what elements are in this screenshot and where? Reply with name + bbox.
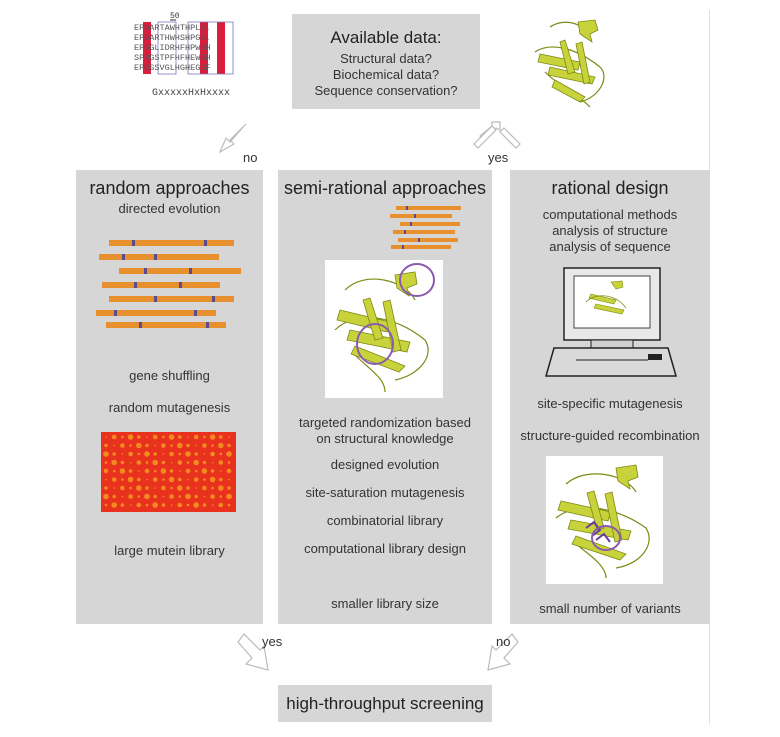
plate-well [144,494,150,500]
plate-well [154,487,156,489]
plate-well [210,452,215,457]
plate-well [171,504,173,506]
plate-well [194,495,198,499]
plate-well [162,436,165,439]
plate-well [228,479,230,481]
protein-structure-image-top [520,12,625,117]
plate-well [178,478,182,482]
plate-well [179,495,182,498]
bottom-no-label: no [496,634,511,649]
plate-well [138,495,141,498]
plate-well [226,451,232,457]
plate-well [112,477,117,482]
protein-structure-image-right [546,456,663,584]
targeted-randomization-label-line2: on structural knowledge [316,431,454,446]
sequence-alignment [130,8,265,103]
sequence-row: EPGARTHWHSHPGG. [134,33,211,43]
question-structural: Structural data? [340,51,432,66]
plate-well [202,486,207,491]
plate-well [226,494,232,500]
question-sequence: Sequence conservation? [314,83,458,98]
plate-well [210,434,216,440]
plate-well [204,453,206,455]
plate-well [111,502,117,508]
plate-well [179,470,181,472]
small-number-of-variants-label: small number of variants [539,601,681,616]
plate-well [220,495,223,498]
directed-evolution-label: directed evolution [118,201,221,216]
plate-well [137,503,142,508]
plate-well [120,468,126,474]
plate-well [211,469,215,473]
plate-well [137,460,142,465]
plate-well [122,496,124,498]
plate-well [104,486,108,490]
plate-well [170,444,173,447]
plate-well [144,451,150,457]
plate-well [195,470,198,473]
plate-well [163,453,165,455]
plate-well [120,486,125,491]
plate-well [130,504,132,506]
plate-well [219,503,224,508]
high-throughput-screening-label: high-throughput screening [286,694,484,713]
plate-well [227,469,232,474]
sequence-row: EPGSSVGLHGHEGEF [134,63,211,73]
sequence-row: SPNGSTPFHFHEWEH [134,53,211,63]
plate-well [219,460,224,465]
plate-well [161,443,166,448]
plate-well [154,445,156,447]
plate-well [169,477,175,483]
smaller-library-size-label: smaller library size [331,596,439,611]
plate-well [113,470,116,473]
plate-well [153,495,157,499]
plate-well [112,495,116,499]
plate-well [179,453,182,456]
plate-well [112,452,116,456]
plate-well [136,443,142,449]
plate-well [145,469,150,474]
random-mutagenesis-label: random mutagenesis [108,400,231,415]
plate-well [178,460,183,465]
plate-well [203,436,206,439]
computational-methods-label: computational methods [542,207,678,222]
plate-well [146,479,148,481]
plate-well [113,445,115,447]
plate-well [128,434,134,440]
plate-well [194,452,198,456]
plate-well [162,461,166,465]
plate-well [187,461,190,464]
plate-well [186,444,190,448]
question-biochemical: Biochemical data? [332,67,440,82]
plate-well [185,451,191,457]
arrow-bottom-middle [470,630,520,680]
plate-well [103,494,109,500]
plate-well [219,478,223,482]
plate-well [169,434,175,440]
plate-well [220,470,222,472]
bottom-yes-label: yes [262,634,283,649]
plate-well [218,485,224,491]
plate-well [145,486,149,490]
alignment-position-label: 50 [170,12,180,21]
plate-well [129,444,132,447]
available-data-title: Available data: [330,28,442,47]
plate-well [163,496,165,498]
plate-well [193,502,199,508]
plate-well [122,453,124,455]
plate-well [105,461,108,464]
plate-well [187,504,190,507]
site-saturation-mutagenesis-label: site-saturation mutagenesis [305,485,465,500]
plate-well [219,435,223,439]
plate-well [113,487,115,489]
plate-well [153,452,157,456]
plate-well [211,487,214,490]
plate-well [203,503,207,507]
site-specific-mutagenesis-label: site-specific mutagenesis [537,396,683,411]
plate-well [194,435,199,440]
library-bars [388,204,468,250]
plate-well [170,469,174,473]
plate-well [170,487,173,490]
plate-well [204,496,206,498]
plate-well [171,462,173,464]
plate-well [154,470,157,473]
plate-well [121,436,124,439]
structure-guided-recombination-label: structure-guided recombination [520,428,700,443]
motif-label: GxxxxxHxHxxxx [152,88,231,99]
sequence-row: EPGGLIDRHFHPWEH [134,43,211,53]
plate-well [137,435,141,439]
plate-well [212,504,214,506]
plate-well [185,494,191,500]
computational-library-design-label: computational library design [304,541,466,556]
plate-well [169,494,174,499]
plate-well [187,436,189,438]
plate-well [129,487,132,490]
plate-well [146,461,149,464]
plate-well [228,436,230,438]
plate-well [146,436,148,438]
plate-well [177,443,183,449]
rational-design-title: rational design [551,178,669,198]
plate-well [103,451,109,457]
plate-well [128,452,133,457]
plate-well [203,461,207,465]
plate-well [194,477,199,482]
plate-well [218,443,224,449]
plate-well [153,435,158,440]
plate-well [111,460,117,466]
plate-well [228,461,231,464]
random-approaches-panel [76,170,263,624]
plate-well [193,460,199,466]
plate-well [186,486,190,490]
plate-well [136,485,142,491]
plate-well [104,469,109,474]
random-approaches-title: random approaches [89,178,250,198]
semi-rational-approaches-title: semi-rational approaches [283,178,487,198]
plate-well [186,469,191,474]
plate-well [161,486,166,491]
plate-well [138,453,141,456]
plate-well [162,478,165,481]
plate-well [169,452,174,457]
plate-well [195,487,197,489]
plate-well [178,503,183,508]
plate-well [121,461,125,465]
plate-well [121,478,124,481]
plate-well [152,460,158,466]
plate-well [227,486,231,490]
large-mutein-library-label: large mutein library [114,543,225,558]
plate-well [129,469,133,473]
plate-well [228,504,231,507]
plate-well [220,453,223,456]
plate-well [227,444,231,448]
plate-well [120,443,125,448]
analysis-of-sequence-label: analysis of sequence [549,239,671,254]
plate-well [153,477,158,482]
plate-well [202,468,208,474]
plate-well [195,445,197,447]
plate-well [112,435,117,440]
sequence-row: EPGARTAWHTHPLG. [134,23,211,33]
branch-no-label: no [243,150,258,165]
plate-well [104,444,108,448]
mutein-plate-image [101,432,236,512]
plate-well [178,435,182,439]
plate-well [146,504,149,507]
plate-well [130,462,132,464]
gene-shuffling-label: gene shuffling [129,368,210,383]
plate-well [128,494,133,499]
plate-well [138,470,140,472]
plate-well [210,494,215,499]
plate-well [128,477,134,483]
plate-well [177,485,183,491]
plate-well [161,468,167,474]
plate-well [187,479,189,481]
plate-well [162,503,166,507]
plate-well [137,478,141,482]
rational-design-panel [510,170,710,624]
plate-well [210,477,216,483]
plate-well [211,444,214,447]
plate-well [121,503,125,507]
plate-well [105,436,107,438]
branch-yes-label: yes [488,150,509,165]
plate-well [212,462,214,464]
gene-shuffling-bars [94,234,244,329]
plate-well [105,479,107,481]
plate-well [152,502,158,508]
plate-well [203,478,206,481]
analysis-of-structure-label: analysis of structure [552,223,668,238]
plate-well [105,504,108,507]
designed-evolution-label: designed evolution [330,457,440,472]
available-data-box [292,14,480,109]
combinatorial-library-label: combinatorial library [326,513,444,528]
targeted-randomization-label-line1: targeted randomization based [298,415,471,430]
plate-well [145,444,149,448]
protein-structure-image-middle [325,260,443,398]
computer-icon [536,264,686,382]
high-throughput-screening-box [278,685,492,722]
plate-well [202,443,207,448]
semi-rational-approaches-panel [278,170,492,624]
